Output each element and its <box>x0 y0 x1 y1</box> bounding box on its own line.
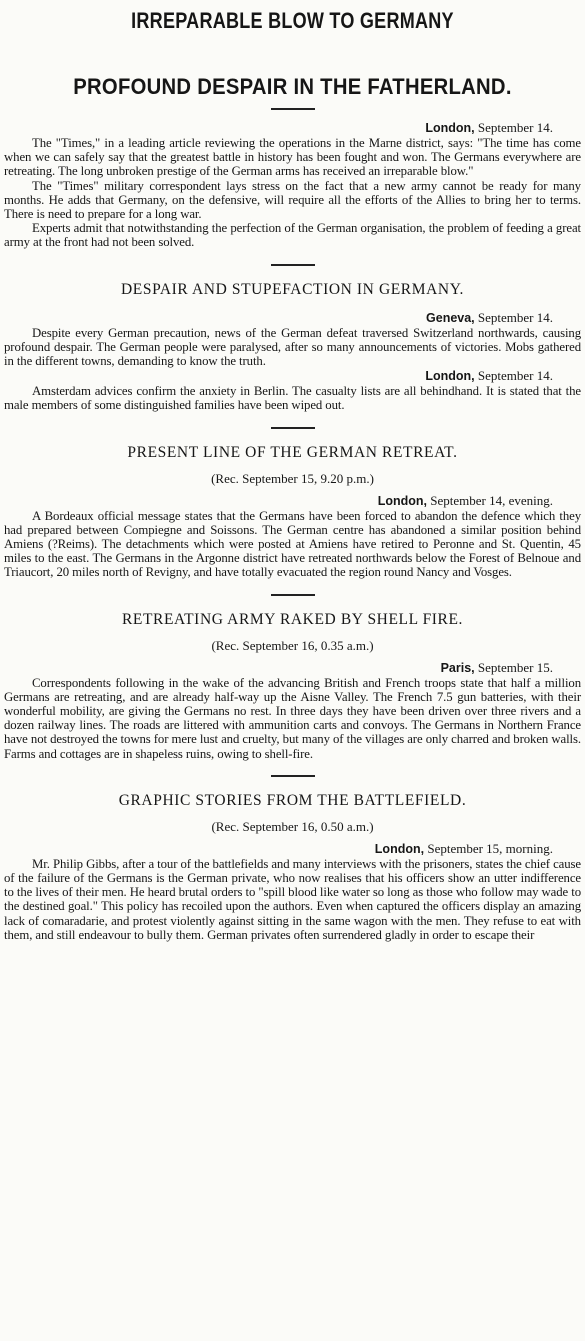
article-section <box>4 120 581 250</box>
article-paragraph: A Bordeaux official message states that the Germans have been forced to abandon the defence which they had prepared between Compiegne and Soissons. The German centre has abandoned a similar position behind Amiens (?Reims). The detachments which were posted at Amiens have retired to Peronne and St. Quentin, 45 miles to the east. The Germans in the Argonne district have retreated northwards below the Forest of Belnoue and Triaucort, 20 miles north of Revigny, and have totally evacuated the region round Nancy and Vosges. <box>4 508 581 580</box>
article-paragraph: Correspondents following in the wake of the advancing British and French troops state that half a million Germans are retreating, and are already half-way up the Aisne Valley. The French 7.5 gun batteries, with their wonderful mobility, are giving the Germans no rest. In three days they have been driven over three rivers and a dozen railway lines. The roads are littered with ammunition carts and convoys. The Germans in Northern France have not destroyed the towns for mere lust and cruelty, but many of the villages are only charred and broken walls. Farms and cottages are in shapeless ruins, owing to shell-fire. <box>4 675 581 761</box>
article-paragraph: Amsterdam advices confirm the anxiety in Berlin. The casualty lists are all behindhand. It is stated that the male members of some distinguished families have been wiped out. <box>4 384 581 413</box>
article-sections <box>4 120 581 942</box>
section-title: RETREATING ARMY RAKED BY SHELL FIRE. <box>121 610 464 628</box>
dateline-place: London, <box>425 369 475 384</box>
section-title: PRESENT LINE OF THE GERMAN RETREAT. <box>127 443 458 461</box>
dateline <box>4 493 581 509</box>
dateline <box>4 310 581 326</box>
dateline <box>4 368 581 384</box>
article-paragraph: The "Times" military correspondent lays stress on the fact that a new army cannot be ready for many months. He adds that Germany, on the defensive, will require all the efforts of the Allies to bring her to terms. There is need to prepare for a long war. <box>4 178 581 222</box>
dateline-place: Paris, <box>440 660 475 675</box>
section-divider <box>271 427 315 429</box>
section-title: DESPAIR AND STUPEFACTION IN GERMANY. <box>121 280 464 298</box>
article-paragraph: The "Times," in a leading article reviewing the operations in the Marne district, says: "The time has come when we can safely say that the greatest battle in history has been fought and won. The Germans everywhere are retreating. The long unbroken prestige of the German arms has received an irreparable blow." <box>4 136 581 179</box>
article-section <box>4 264 581 413</box>
dateline-place: London, <box>374 841 425 856</box>
dateline-place: London, <box>377 493 427 508</box>
received-time: (Rec. September 16, 0.50 a.m.) <box>211 818 374 834</box>
section-divider <box>271 775 315 777</box>
main-headline: IRREPARABLE BLOW TO GERMANY <box>131 8 454 33</box>
section-title: GRAPHIC STORIES FROM THE BATTLEFIELD. <box>118 791 467 809</box>
dateline-date: September 14. <box>477 309 553 325</box>
dateline <box>4 841 581 857</box>
article-section <box>4 594 581 761</box>
received-time: (Rec. September 15, 9.20 p.m.) <box>211 470 374 486</box>
dateline-date: September 14, evening. <box>430 492 553 508</box>
section-divider <box>271 264 315 266</box>
dateline-place: Geneva, <box>426 310 475 325</box>
article-paragraph: Despite every German precaution, news of the German defeat traversed Switzerland northwards, causing profound despair. The German people were paralysed, after so many announcements of victories. Mobs gathered in the different towns, demanding to know the truth. <box>4 325 581 369</box>
dateline-place: London, <box>425 121 475 135</box>
dateline-date: September 14. <box>477 120 553 135</box>
dateline <box>4 660 581 676</box>
received-time: (Rec. September 16, 0.35 a.m.) <box>211 637 374 653</box>
article-paragraph: Mr. Philip Gibbs, after a tour of the battlefields and many interviews with the prisoners, states the chief cause of the failure of the Germans is the German private, who now realises that his officers show an utter indifference to the lives of their men. He heard brutal orders to "spill blood like water so long as those who follow may wade to the destined goal." This policy has recoiled upon the authors. Even when captured the officers display an amazing lack of comaradarie, and protest violently against sitting in the same wagon with the men. They refuse to eat with them, and still endeavour to bully them. German privates often surrendered gladly in order to escape their <box>4 856 581 942</box>
headline-rule <box>271 108 315 110</box>
article-paragraph: Experts admit that notwithstanding the perfection of the German organisation, the problem of feeding a great army at the front had not been solved. <box>4 221 581 250</box>
article-section <box>4 775 581 942</box>
article-section <box>4 427 581 580</box>
sub-headline: PROFOUND DESPAIR IN THE FATHERLAND. <box>73 74 512 99</box>
dateline-date: September 15, morning. <box>427 840 553 856</box>
dateline-date: September 14. <box>477 368 553 384</box>
dateline-date: September 15. <box>477 659 553 675</box>
dateline <box>4 120 581 136</box>
section-divider <box>271 594 315 596</box>
